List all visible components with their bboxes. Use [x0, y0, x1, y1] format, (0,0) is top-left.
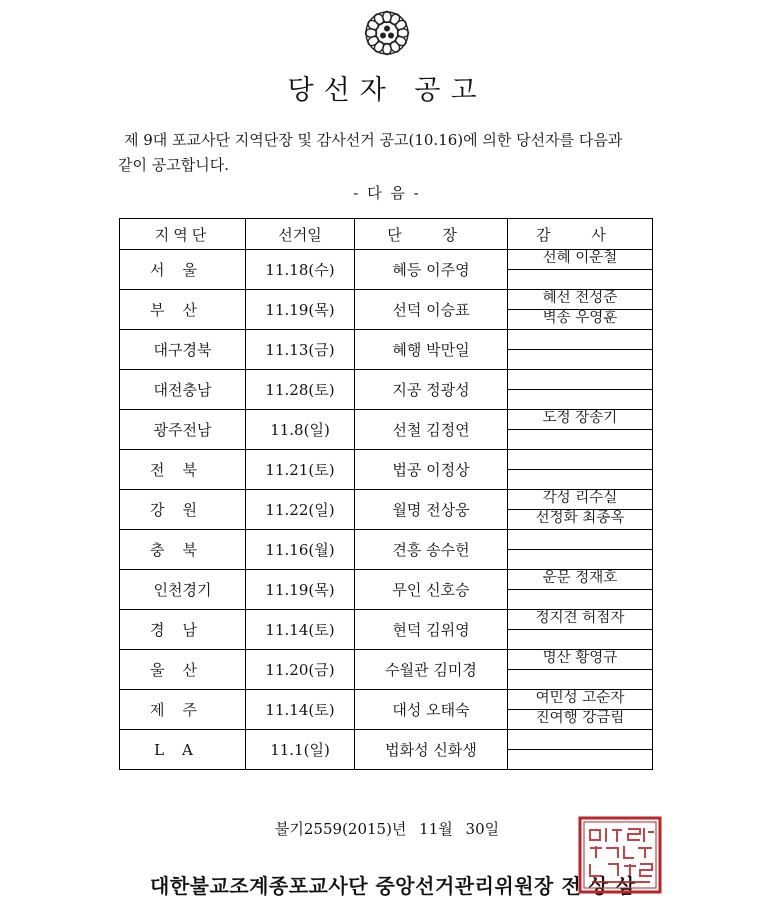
cell-leader: 법화성 신화생	[355, 730, 508, 770]
cell-region: 울산	[120, 650, 246, 690]
header-auditor: 감 사	[508, 219, 653, 250]
cell-region: 강원	[120, 490, 246, 530]
cell-date: 11.28(토)	[246, 370, 355, 410]
cell-auditors	[508, 290, 653, 330]
auditor-name	[508, 430, 652, 449]
cell-auditors	[508, 490, 653, 530]
table-row	[120, 410, 653, 450]
cell-auditors	[508, 530, 653, 570]
page-title: 당선자 공고	[287, 75, 487, 106]
auditor-name	[508, 630, 652, 649]
cell-leader: 대성 오태숙	[355, 690, 508, 730]
cell-date: 11.16(월)	[246, 530, 355, 570]
cell-date: 11.14(토)	[246, 610, 355, 650]
subheading: - 다 음 -	[353, 184, 421, 202]
cell-region: 대구경북	[120, 330, 246, 370]
header-date: 선거일	[246, 219, 355, 250]
auditor-name	[508, 730, 652, 750]
intro-line-1: 제 9대 포교사단 지역단장 및 감사선거 공고(10.16)에 의한 당선자를 다음과	[124, 131, 623, 149]
order-emblem-icon	[362, 8, 412, 58]
cell-leader: 법공 이정상	[355, 450, 508, 490]
cell-date: 11.14(토)	[246, 690, 355, 730]
table-row	[120, 530, 653, 570]
cell-region: 인천경기	[120, 570, 246, 610]
cell-date: 11.19(목)	[246, 570, 355, 610]
table-row	[120, 290, 653, 330]
cell-date: 11.21(토)	[246, 450, 355, 490]
cell-date: 11.20(금)	[246, 650, 355, 690]
cell-leader: 선철 김정연	[355, 410, 508, 450]
table-header-row	[120, 219, 653, 250]
auditor-name: 여민성 고순자	[508, 690, 652, 710]
auditor-name: 정지견 허점자	[508, 610, 652, 630]
cell-leader: 무인 신호승	[355, 570, 508, 610]
cell-date: 11.1(일)	[246, 730, 355, 770]
cell-auditors	[508, 370, 653, 410]
table-row	[120, 730, 653, 770]
issuer-name: 대한불교조계종포교사단 중앙선거관리위원장 전 상 삼	[150, 874, 636, 898]
auditor-name	[508, 330, 652, 350]
cell-date: 11.8(일)	[246, 410, 355, 450]
cell-auditors	[508, 650, 653, 690]
auditor-name: 선혜 이운철	[508, 250, 652, 270]
cell-region: 서울	[120, 250, 246, 290]
intro-line-2: 같이 공고합니다.	[118, 156, 229, 174]
cell-leader: 견흥 송수헌	[355, 530, 508, 570]
table-row	[120, 610, 653, 650]
table-row	[120, 370, 653, 410]
header-leader: 단 장	[355, 219, 508, 250]
cell-date: 11.22(일)	[246, 490, 355, 530]
cell-leader: 지공 정광성	[355, 370, 508, 410]
auditor-name: 선정화 최종옥	[535, 510, 625, 526]
auditor-name	[508, 590, 652, 609]
header-region: 지역단	[120, 219, 246, 250]
cell-auditors	[508, 330, 653, 370]
cell-region: 부산	[120, 290, 246, 330]
cell-auditors	[508, 250, 653, 290]
table-row	[120, 690, 653, 730]
auditor-name	[508, 550, 652, 569]
cell-leader: 현덕 김위영	[355, 610, 508, 650]
auditor-name	[508, 530, 652, 550]
cell-region: 제주	[120, 690, 246, 730]
cell-date: 11.18(수)	[246, 250, 355, 290]
cell-leader: 혜행 박만일	[355, 330, 508, 370]
cell-auditors	[508, 450, 653, 490]
cell-region: 경남	[120, 610, 246, 650]
cell-date: 11.19(목)	[246, 290, 355, 330]
cell-date: 11.13(금)	[246, 330, 355, 370]
cell-auditors	[508, 610, 653, 650]
cell-auditors	[508, 690, 653, 730]
cell-region: LA	[120, 730, 246, 770]
cell-region: 충북	[120, 530, 246, 570]
cell-leader: 선덕 이승표	[355, 290, 508, 330]
auditor-name: 명산 황영규	[508, 650, 652, 670]
auditor-name: 도정 장송기	[508, 410, 652, 430]
intro-paragraph	[118, 128, 678, 178]
auditor-name	[508, 450, 652, 470]
cell-auditors	[508, 570, 653, 610]
cell-auditors	[508, 730, 653, 770]
cell-region: 광주전남	[120, 410, 246, 450]
cell-region: 대전충남	[120, 370, 246, 410]
official-seal-icon	[578, 816, 662, 894]
auditor-name: 각성 리수실	[508, 490, 652, 510]
table-row	[120, 570, 653, 610]
cell-auditors	[508, 410, 653, 450]
table-row	[120, 450, 653, 490]
auditor-name	[508, 350, 652, 369]
table-row	[120, 490, 653, 530]
announcement-date: 불기2559(2015)년 11월 30일	[274, 820, 500, 838]
table-row	[120, 650, 653, 690]
auditor-name: 운문 정재호	[508, 570, 652, 590]
auditor-name	[508, 270, 652, 289]
auditor-name: 벽송 우영훈	[542, 310, 618, 326]
cell-region: 전북	[120, 450, 246, 490]
results-table	[119, 218, 653, 770]
cell-leader: 수월관 김미경	[355, 650, 508, 690]
table-row	[120, 250, 653, 290]
table-row	[120, 330, 653, 370]
auditor-name	[508, 670, 652, 689]
auditor-name	[508, 750, 652, 769]
cell-leader: 월명 전상웅	[355, 490, 508, 530]
auditor-name: 진여행 강금림	[535, 710, 625, 726]
cell-leader: 혜등 이주영	[355, 250, 508, 290]
auditor-name	[508, 390, 652, 409]
auditor-name	[508, 470, 652, 489]
auditor-name	[508, 370, 652, 390]
auditor-name: 혜선 전성준	[508, 290, 652, 310]
